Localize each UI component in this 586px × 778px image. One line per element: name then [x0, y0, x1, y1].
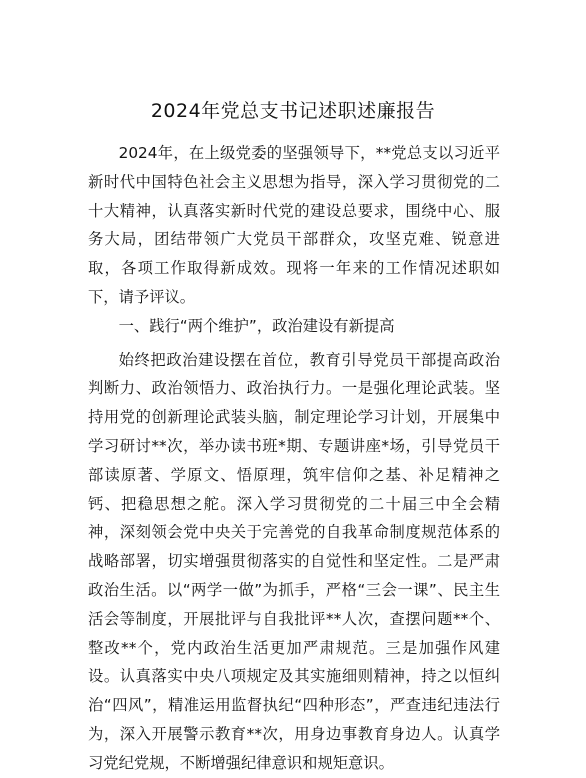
section-paragraph: 始终把政治建设摆在首位，教育引导党员干部提高政治判断力、政治领悟力、政治执行力。一是强化理论武装。坚持用党的创新理论武装头脑，制定理论学习计划，开展集中学习研讨**次，举办读书班*期、专题讲座*场，引导党员干部读原著、学原文、悟原理，筑牢信仰之基、补足精神之钙、把稳思想之舵。深入学习贯彻党的二十届三中全会精神，深刻领会党中央关于完善党的自我革命制度规范体系的战略部署，切实增强贯彻落实的自觉性和坚定性。二是严肃政治生活。以“两学一做”为抓手，严格“三会一课”、民主生活会等制度，开展批评与自我批评**人次，查摆问题**个、整改**个，党内政治生活更加严肃规范。三是加强作风建设。认真落实中央八项规定及其实施细则精神，持之以恒纠治“四风”，精准运用监督执纪“四种形态”，严查违纪违法行为，深入开展警示教育**次，用身边事教育身边人。认真学习党纪党规，不断增强纪律意识和规矩意识。: [88, 350, 500, 772]
section-heading: 一、践行“两个维护”，政治建设有新提高: [118, 316, 395, 335]
intro-paragraph: 2024年，在上级党委的坚强领导下，**党总支以习近平新时代中国特色社会主义思想为指导，深入学习贯彻党的二十大精神，认真落实新时代党的建设总要求，围绕中心、服务大局，团结带领广大党员干部群众，攻坚克难、锐意进取，各项工作取得新成效。现将一年来的工作情况述职如下，请予评议。: [88, 144, 500, 306]
document-body: [88, 139, 500, 778]
document-title: 2024年党总支书记述职述廉报告: [150, 100, 436, 122]
